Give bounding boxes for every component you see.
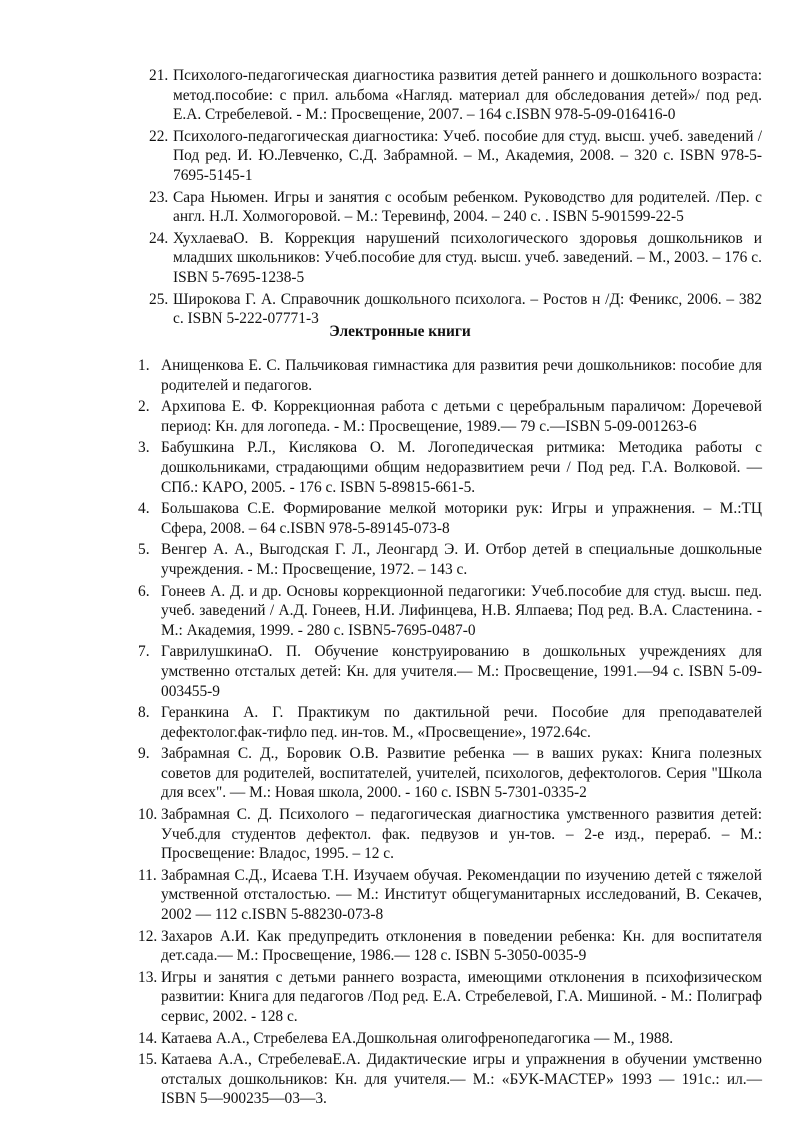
item-text: Архипова Е. Ф. Коррекционная работа с детьми с церебральным параличом: Доречевой период: Кн. для логопеда. - М.: Просвещение, 1989.— 79 с.—ISBN 5-09-001263-6: [161, 398, 762, 435]
list-item: [138, 1029, 762, 1049]
item-number: 12.: [138, 927, 158, 945]
item-text: Забрамная С. Д., Боровик О.В. Развитие ребенка — в ваших руках: Книга полезных советов для родителей, воспитателей, учителей, психологов, дефектологов. Серия "Школа для всех". — М.: Новая школа, 2000. - 160 с. ISBN 5-7301-0335-2: [161, 745, 762, 802]
item-number: 21.: [149, 67, 169, 84]
list-item: [138, 438, 762, 497]
item-number: 11.: [138, 866, 157, 884]
item-number: 23.: [149, 188, 169, 206]
item-number: 15.: [138, 1051, 158, 1069]
item-text: Большакова С.Е. Формирование мелкой моторики рук: Игры и упражнения. – М.:ТЦ Сфера, 2008. – 64 с.ISBN 978-5-89145-073-8: [161, 500, 762, 537]
list-item: [138, 642, 762, 701]
item-number: 9.: [138, 745, 150, 763]
ebook-list: [138, 356, 762, 1111]
item-text: Сара Ньюмен. Игры и занятия с особым ребенком. Руководство для родителей. /Пер. с англ. Н.Л. Холмогоровой. – М.: Теревинф, 2004. – 240 с. . ISBN 5-901599-22-5: [173, 188, 762, 226]
item-number: 1.: [138, 357, 150, 374]
item-text: Забрамная С.Д., Исаева Т.Н. Изучаем обучая. Рекомендации по изучению детей с тяжелой умственной отсталостью. — М.: Институт общегуманитарных исследований, В. Секачев, 2002 — 112 с.ISBN 5-88230-073-8: [161, 866, 762, 924]
bibliography-list-continued: [149, 66, 762, 331]
item-text: Геранкина А. Г. Практикум по дактильной речи. Пособие для преподавателей дефектолог.фак-тифло пед. ин-тов. М., «Просвещение», 1972.64с.: [161, 704, 762, 741]
item-text: Бабушкина Р.Л., Кислякова О. М. Логопедическая ритмика: Методика работы с дошкольниками, страдающими общим недоразвитием речи / Под ред. Г.А. Волковой. —СПб.: КАРО, 2005. - 176 с. ISBN 5-89815-661-5.: [161, 439, 762, 496]
item-number: 14.: [138, 1029, 158, 1047]
list-item: [138, 582, 762, 641]
item-number: 3.: [138, 439, 150, 457]
item-text: Психолого-педагогическая диагностика: Учеб. пособие для студ. высш. учеб. заведений /Под ред. И. Ю.Левченко, С.Д. Забрамной. – М., Академия, 2008. – 320 с. ISBN 978-5-7695-5145-1: [173, 127, 762, 184]
list-item: [138, 968, 762, 1027]
item-number: 5.: [138, 541, 150, 559]
list-item: [149, 127, 762, 186]
item-text: Широкова Г. А. Справочник дошкольного психолога. – Ростов н /Д: Феникс, 2006. – 382 с. ISBN 5-222-07771-3: [173, 290, 762, 328]
item-text: Игры и занятия с детьми раннего возраста, имеющими отклонения в психофизическом развитии: Книга для педагогов /Под ред. Е.А. Стребелевой, Г.А. Мишиной. - М.: Полиграф сервис, 2002. - 128 с.: [161, 968, 762, 1025]
list-item: [138, 744, 762, 803]
item-number: 10.: [138, 806, 158, 824]
list-item: [138, 805, 762, 864]
list-item: [138, 1050, 762, 1109]
item-number: 25.: [149, 290, 169, 308]
item-text: ГаврилушкинаО. П. Обучение конструированию в дошкольных учреждениях для умственно отсталых детей: Кн. для учителя.— М.: Просвещение, 1991.—94 с. ISBN 5-09-003455-9: [161, 643, 762, 700]
item-text: Венгер А. А., Выгодская Г. Л., Леонгард Э. И. Отбор детей в специальные дошкольные учреждения. - М.: Просвещение, 1972. – 143 с.: [161, 541, 762, 578]
section-heading: Электронные книги: [329, 323, 471, 340]
item-text: Психолого-педагогическая диагностика развития детей раннего и дошкольного возраста: метод.пособие: с прил. альбома «Нагляд. материал для обследования детей»/ под ред. Е.А. Стребелевой. - М.: Просвещение, 2007. – 164 с.ISBN 978-5-09-016416-0: [173, 67, 762, 124]
list-item: [138, 703, 762, 742]
item-number: 2.: [138, 398, 150, 416]
list-item: [138, 356, 762, 395]
list-item: [138, 540, 762, 579]
list-item: [149, 66, 762, 125]
item-number: 4.: [138, 500, 150, 518]
item-text: Анищенкова Е. С. Пальчиковая гимнастика для развития речи дошкольников: пособие для родителей и педагогов.: [161, 357, 762, 394]
list-item: [138, 499, 762, 538]
list-item: [138, 397, 762, 436]
item-text: Забрамная С. Д. Психолого – педагогическая диагностика умственного развития детей: Учеб.для студентов дефектол. фак. педвузов и ун-тов. – 2-е изд., перераб. – М.: Просвещение: Владос, 1995. – 12 с.: [161, 806, 762, 863]
list-item: [138, 927, 762, 966]
item-number: 6.: [138, 582, 150, 600]
item-text: Гонеев А. Д. и др. Основы коррекционной педагогики: Учеб.пособие для студ. высш. пед. учеб. заведений / А.Д. Гонеев, Н.И. Лифинцева, Н.В. Ялпаева; Под ред. В.А. Сластенина. - М.: Академия, 1999. - 280 с. ISBN5-7695-0487-0: [161, 582, 762, 639]
item-text: Катаева А.А., СтребелеваЕ.А. Дидактические игры и упражнения в обучении умственно отсталых дошкольников: Кн. для учителя.— М.: «БУК-МАСТЕР» 1993 — 191с.: ил.— ISBN 5—900235—03—3.: [161, 1051, 762, 1108]
list-item: [149, 188, 762, 227]
item-text: Захаров А.И. Как предупредить отклонения в поведении ребенка: Кн. для воспитателя дет.сада.— М.: Просвещение, 1986.— 128 с. ISBN 5-3050-0035-9: [161, 927, 762, 965]
item-number: 13.: [138, 968, 158, 986]
item-number: 24.: [149, 229, 169, 247]
item-number: 7.: [138, 643, 150, 661]
list-item: [149, 229, 762, 288]
item-text: Катаева А.А., Стребелева ЕА.Дошкольная олигофренопедагогика — М., 1988.: [161, 1029, 674, 1047]
item-number: 8.: [138, 704, 150, 722]
item-number: 22.: [149, 127, 169, 145]
item-text: ХухлаеваО. В. Коррекция нарушений психологического здоровья дошкольников и младших школьников: Учеб.пособие для студ. высш. учеб. заведений. – М., 2003. – 176 с. ISBN 5-7695-1238-5: [173, 229, 762, 286]
list-item: [138, 866, 762, 925]
